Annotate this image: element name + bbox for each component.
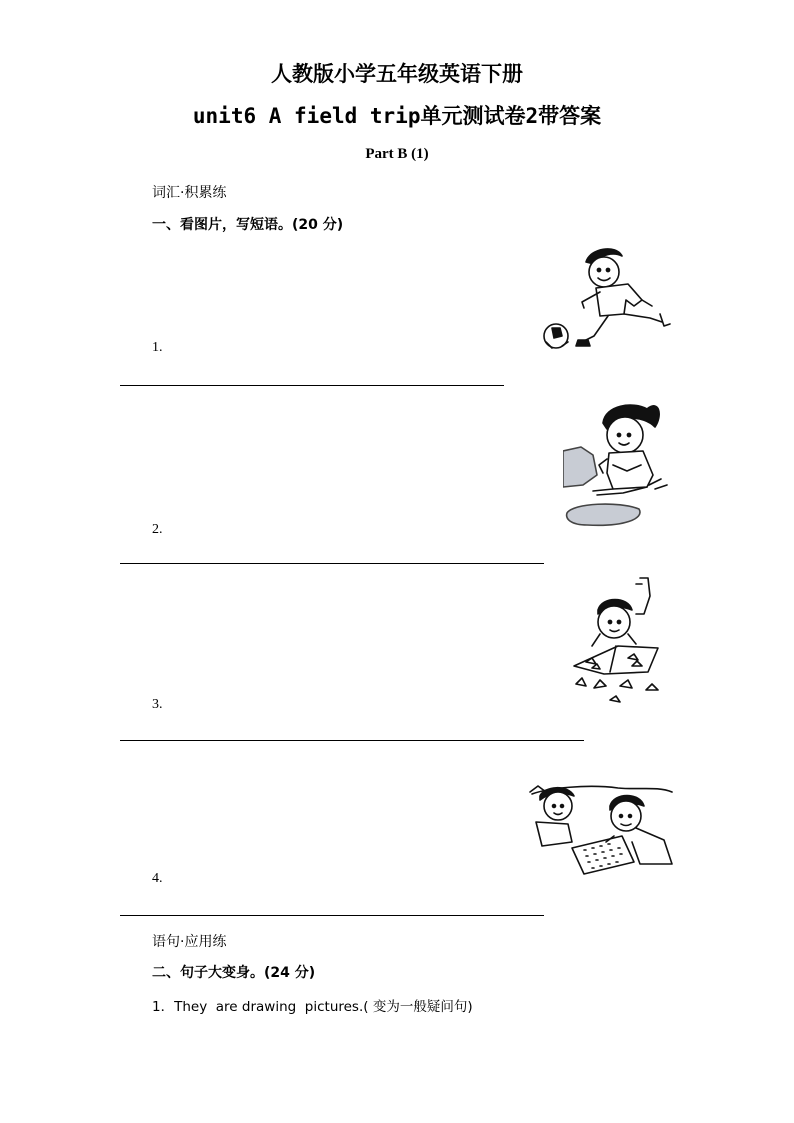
document-subtitle: unit6 A field trip单元测试卷2带答案	[192, 104, 602, 128]
boy-collecting-leaves-image	[570, 574, 674, 710]
item2-number: 2.	[152, 522, 163, 537]
item3-answer-line[interactable]	[120, 740, 584, 741]
document-title: 人教版小学五年级英语下册	[271, 62, 523, 86]
item3-number: 3.	[152, 697, 163, 712]
item4-answer-line[interactable]	[120, 915, 544, 916]
item1-answer-line[interactable]	[120, 385, 504, 386]
boy-kicking-football-image	[538, 244, 672, 354]
section2-category: 语句·应用练	[152, 934, 227, 950]
children-counting-insects-image	[528, 752, 674, 884]
section1-heading: 一、看图片，写短语。(20 分)	[152, 217, 344, 233]
item1-number: 1.	[152, 340, 163, 355]
item4-number: 4.	[152, 871, 163, 886]
item2-answer-line[interactable]	[120, 563, 544, 564]
section1-category: 词汇·积累练	[152, 185, 227, 201]
girl-sitting-on-grass-image	[563, 395, 673, 535]
section2-heading: 二、句子大变身。(24 分)	[152, 965, 316, 981]
question-1: 1．They are drawing pictures.( 变为一般疑问句)	[152, 999, 473, 1015]
part-label: Part B (1)	[365, 146, 429, 162]
